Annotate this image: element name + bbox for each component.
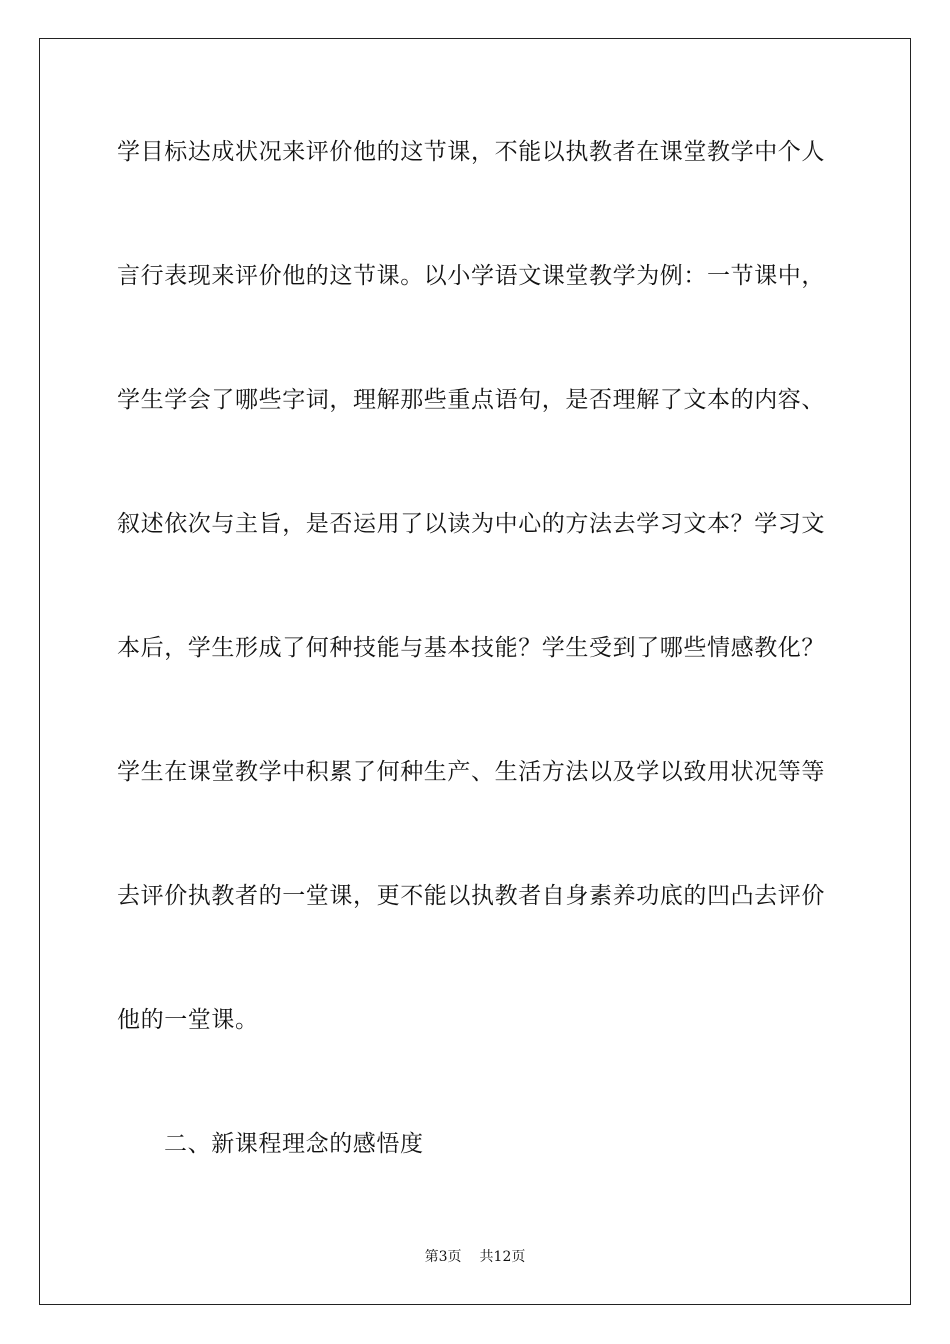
body-text-line: 他的一堂课。: [117, 1007, 259, 1033]
body-text-line: 叙述依次与主旨，是否运用了以读为中心的方法去学习文本？学习文: [117, 511, 825, 537]
section-heading: 二、新课程理念的感悟度: [164, 1131, 424, 1157]
body-text-line: 学生在课堂教学中积累了何种生产、生活方法以及学以致用状况等等: [117, 759, 825, 785]
body-text-line: 学生学会了哪些字词，理解那些重点语句，是否理解了文本的内容、: [117, 387, 825, 413]
body-text-line: 本后，学生形成了何种技能与基本技能？学生受到了哪些情感教化？: [117, 635, 825, 661]
page-footer: [0, 1248, 950, 1266]
page-border: [39, 38, 911, 1305]
page-total: 共12页: [479, 1249, 526, 1265]
body-text-line: 学目标达成状况来评价他的这节课，不能以执教者在课堂教学中个人: [117, 139, 825, 165]
body-text-line: 言行表现来评价他的这节课。以小学语文课堂教学为例：一节课中，: [117, 263, 825, 289]
body-text-line: 去评价执教者的一堂课，更不能以执教者自身素养功底的凹凸去评价: [117, 883, 825, 909]
page-number: 第3页: [424, 1249, 462, 1265]
